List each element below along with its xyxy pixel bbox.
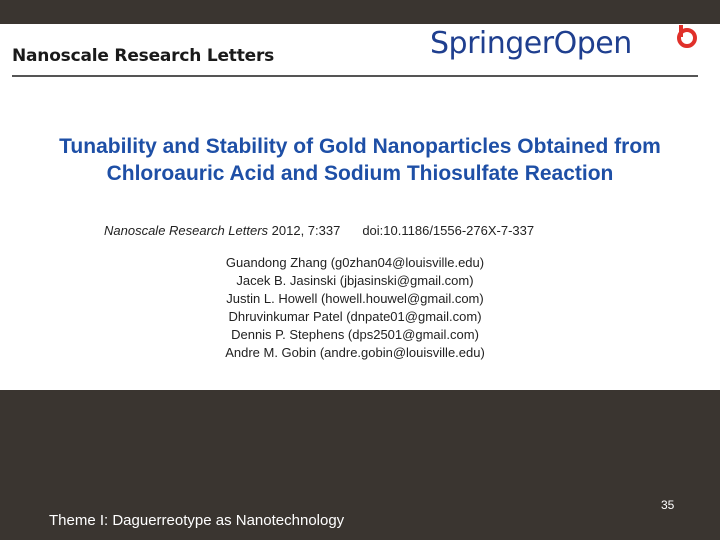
author-item: Jacek B. Jasinski (jbjasinski@gmail.com) bbox=[236, 273, 474, 288]
author-item: Guandong Zhang (g0zhan04@louisville.edu) bbox=[225, 255, 485, 270]
citation-journal: Nanoscale Research Letters bbox=[104, 223, 269, 238]
paper-title bbox=[0, 133, 720, 187]
paper-header-image bbox=[0, 24, 720, 390]
author-list bbox=[0, 254, 610, 362]
paper-title-line-2: Chloroauric Acid and Sodium Thiosulfate Reaction bbox=[106, 162, 614, 185]
publisher-logo-text: SpringerOpen bbox=[430, 26, 632, 61]
journal-name: Nanoscale Research Letters bbox=[12, 46, 275, 66]
paper-title-line-1: Tunability and Stability of Gold Nanoparticles Obtained from bbox=[59, 135, 661, 158]
header-divider bbox=[12, 75, 698, 77]
slide-footer: Theme I: Daguerreotype as Nanotechnology bbox=[49, 512, 345, 529]
citation bbox=[104, 223, 534, 238]
author-item: Andre M. Gobin (andre.gobin@louisville.edu) bbox=[225, 345, 485, 360]
author-item: Dennis P. Stephens (dps2501@gmail.com) bbox=[231, 327, 479, 342]
slide-number: 35 bbox=[661, 498, 675, 512]
citation-volume: 2012, 7:337 bbox=[268, 223, 341, 238]
citation-doi: doi:10.1186/1556-276X-7-337 bbox=[362, 223, 535, 238]
springer-open-logo-icon bbox=[676, 24, 698, 48]
author-item: Dhruvinkumar Patel (dnpate01@gmail.com) bbox=[228, 309, 482, 324]
author-item: Justin L. Howell (howell.houwel@gmail.com) bbox=[226, 291, 484, 306]
